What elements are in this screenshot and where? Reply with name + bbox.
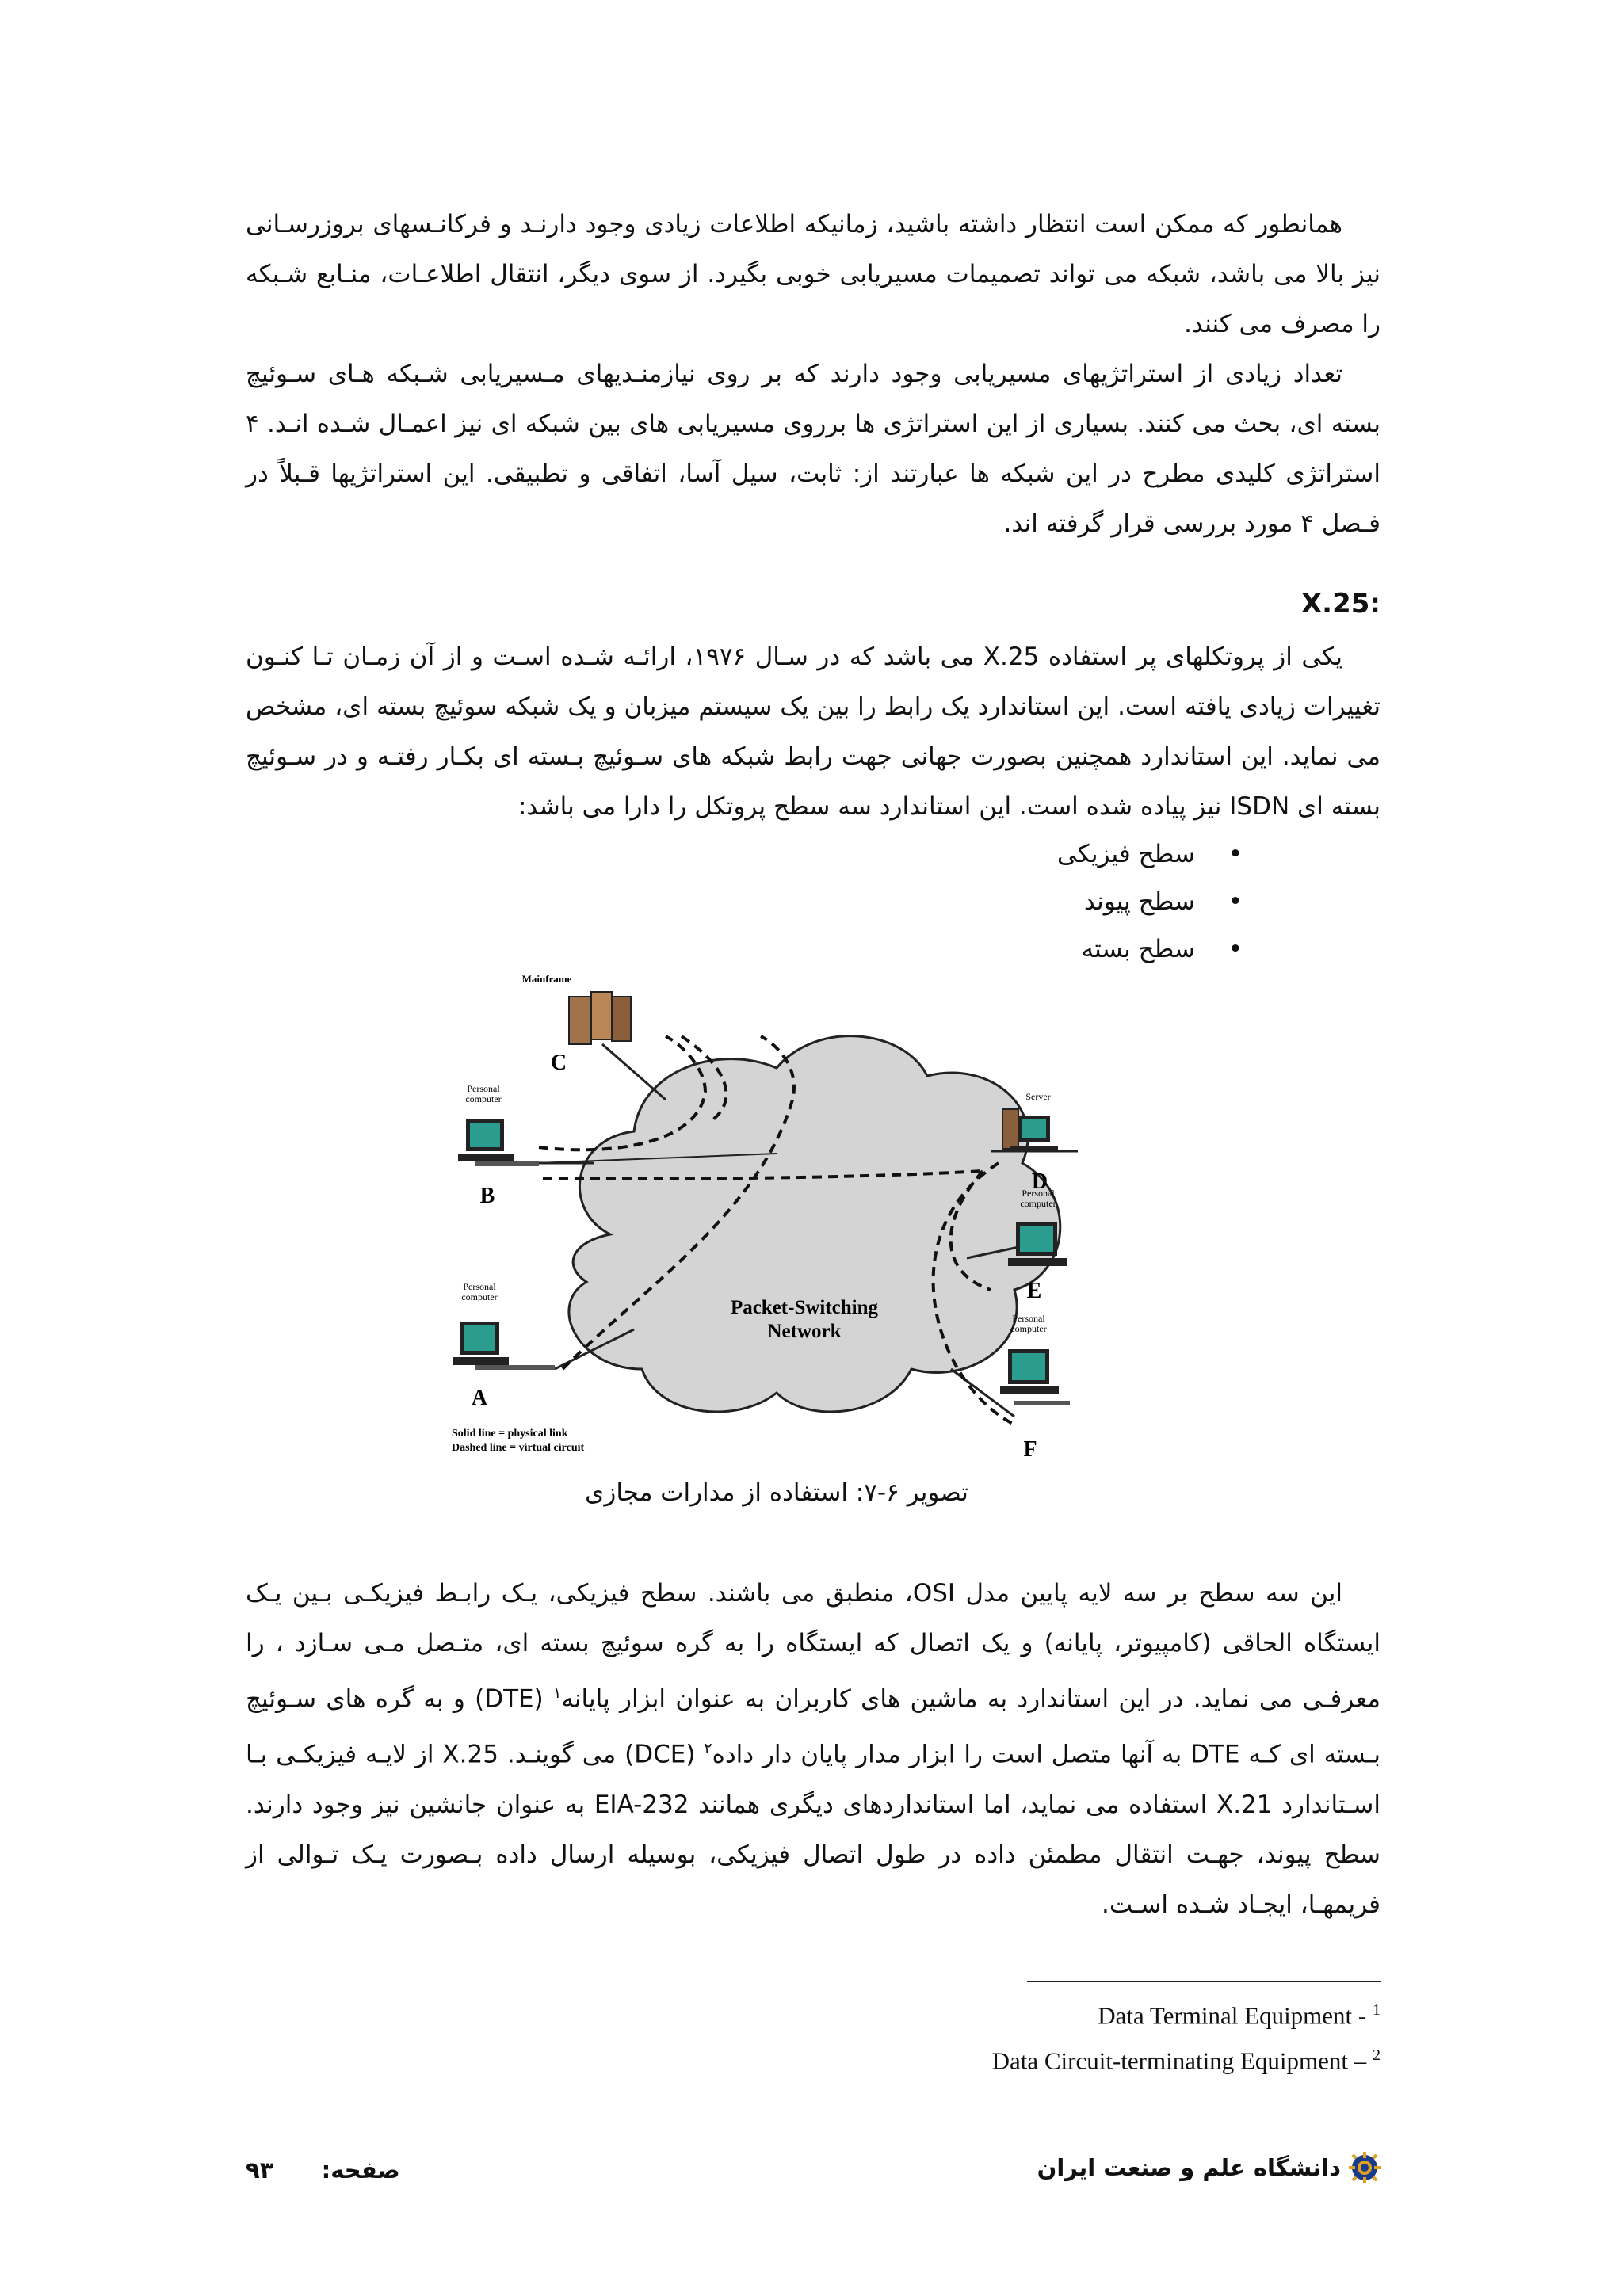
university-footer (1037, 2152, 1381, 2183)
paragraph-x25 (246, 632, 1381, 832)
list-item-label: سطح فیزیکی (1056, 840, 1195, 868)
pc-e-label-1: Personal (1022, 1188, 1055, 1199)
node-f-label: F (1023, 1437, 1037, 1462)
node-c-label: C (550, 1051, 567, 1075)
legend-solid: Solid line = physical link (452, 1428, 568, 1440)
paragraph-1-text: همانطور که ممکن است انتظار داشته باشید، زمانیکه اطلاعات زیادی وجود دارنـد و فرکانـسهای بروزرسـانی نیز بالا می باشد، شبکه می تواند تصمیمات مسیریابی خوبی بگیرد. از سوی دیگر، انتقال اطلاعـات، منـابع شـبکه را مصرف می کنند. (246, 210, 1381, 338)
pc-f-label-1: Personal (1012, 1313, 1045, 1324)
pc-b-label-1: Personal (467, 1083, 500, 1094)
footnote-divider (1027, 1981, 1381, 1982)
node-a-label: A (471, 1386, 488, 1410)
paragraph-osi (246, 1569, 1381, 1930)
list-item (1057, 830, 1243, 878)
footnote-ref-1[interactable]: ۱ (553, 1684, 562, 1702)
footnote-1-number: 1 (1373, 2001, 1381, 2019)
footnote-2-number: 2 (1373, 2046, 1381, 2065)
list-item-label: سطح بسته (1081, 935, 1195, 963)
protocol-levels-list (1057, 830, 1243, 973)
page-number-value: ۹۳ (246, 2157, 274, 2183)
server-label: Server (1025, 1091, 1051, 1102)
paragraph-2-text: تعداد زیادی از استراتژیهای مسیریابی وجود دارند که بر روی نیازمنـدیهای مـسیریابی شـبکه هـای سـوئیچ بسته ای، بحث می کنند. بسیاری از این استراتژی ها برروی مسیریابی های بین شبکه ای نیز اعمـال شـده انـد. ۴ استراتژی کلیدی مطرح در این شبکه ها عبارتند از: ثابت، سیل آسا، اتفاقی و تطبیقی. این استراتژیها قـبلاً در فـصل ۴ مورد بررسی قرار گرفته اند. (246, 360, 1381, 538)
legend-dashed: Dashed line = virtual circuit (452, 1442, 585, 1454)
paragraph-4-text (246, 1569, 1381, 1930)
bullet-icon: • (1228, 935, 1243, 963)
list-item-label: سطح پیوند (1083, 887, 1195, 916)
footnote-2 (992, 2035, 1381, 2081)
university-logo-icon (1349, 2152, 1381, 2183)
pc-a-label-2: computer (461, 1291, 498, 1302)
cloud-label-2: Network (767, 1321, 842, 1342)
paragraph-4-part-3: (DCE) می گوینـد. X.25 از لایـه فیزیکـی بـا اسـتاندارد X.21 استفاده می نماید، اما استانداردهای دیگری همانند EIA-232 به عنوان جانشین نیز وجود دارند. سطح پیوند، جهـت انتقال مطمئن داده در طول اتصال فیزیکی، بوسیله ارسال داده بـصورت یـک تـوالی از فریمهـا، ایجـاد شـده اسـت. (246, 1740, 1381, 1919)
university-name: دانشگاه علم و صنعت ایران (1037, 2154, 1341, 2181)
node-b-label: B (479, 1184, 495, 1208)
footnote-1 (992, 1990, 1381, 2035)
page-number (246, 2157, 400, 2183)
node-e-label: E (1026, 1279, 1042, 1303)
pc-a-label-1: Personal (463, 1281, 496, 1292)
pc-b-label-2: computer (465, 1093, 502, 1104)
list-item (1057, 925, 1243, 973)
mainframe-icon (522, 973, 631, 1044)
packet-switching-figure (444, 973, 1109, 1472)
footnote-1-text: Data Terminal Equipment - (1098, 2001, 1373, 2030)
paragraph-intro (246, 200, 1381, 549)
mainframe-label: Mainframe (521, 973, 572, 985)
pc-f-label-2: computer (1010, 1323, 1047, 1334)
footnote-2-text: Data Circuit-terminating Equipment – (991, 2046, 1373, 2075)
footnotes (992, 1990, 1381, 2081)
personal-computer-a-icon (453, 1281, 555, 1370)
paragraph-4-part-1: این سه سطح بر سه لایه پایین مدل OSI، منطبق می باشند. سطح فیزیکی، یـک رابـط فیزیکـی بـین یـک ایستگاه الحاقی (کامپیوتر، پایانه) و یک اتصال که ایستگاه را به گره سوئیچ بسته ای، متـصل مـی سـازد ، را معرفـی می نماید. در این استاندارد به ماشین های کاربران به عنوان ابزار پایانه (246, 1579, 1381, 1714)
pc-e-label-2: computer (1020, 1198, 1056, 1209)
cloud-label-1: Packet-Switching (730, 1297, 879, 1318)
bullet-icon: • (1228, 840, 1243, 868)
network-cloud (569, 1036, 1060, 1412)
list-item (1057, 878, 1243, 925)
paragraph-3-text: یکی از پروتکلهای پر استفاده X.25 می باشد که در سـال ۱۹۷۶، ارائـه شـده اسـت و از آن زمـان تـا کنـون تغییرات زیادی یافته است. این استاندارد یک رابط را بین یک سیستم میزبان و یک شبکه سوئیچ بسته ای، مشخص می نماید. این استاندارد همچنین بصورت جهانی جهت رابط شبکه های سـوئیچ بـسته ای بکـار رفتـه و در سـوئیچ بسته ای ISDN نیز پیاده شده است. این استاندارد سه سطح پروتکل را دارا می باشد: (246, 643, 1381, 821)
footnote-ref-2[interactable]: ۲ (704, 1740, 712, 1758)
personal-computer-f-icon (1000, 1313, 1070, 1405)
section-heading-x25: X.25: (1300, 588, 1381, 620)
figure-caption: تصویر ۶-۷: استفاده از مدارات مجازی (585, 1478, 968, 1507)
page-label: صفحه: (321, 2157, 400, 2183)
bullet-icon: • (1228, 887, 1243, 916)
personal-computer-b-icon (458, 1083, 539, 1166)
node-d-label: D (1031, 1169, 1048, 1194)
paragraph-4-part-2: (DTE) و به گره های سـوئیچ بـسته ای کـه DTE به آنها متصل است را ابزار مدار پایان دار داده (246, 1684, 1381, 1769)
